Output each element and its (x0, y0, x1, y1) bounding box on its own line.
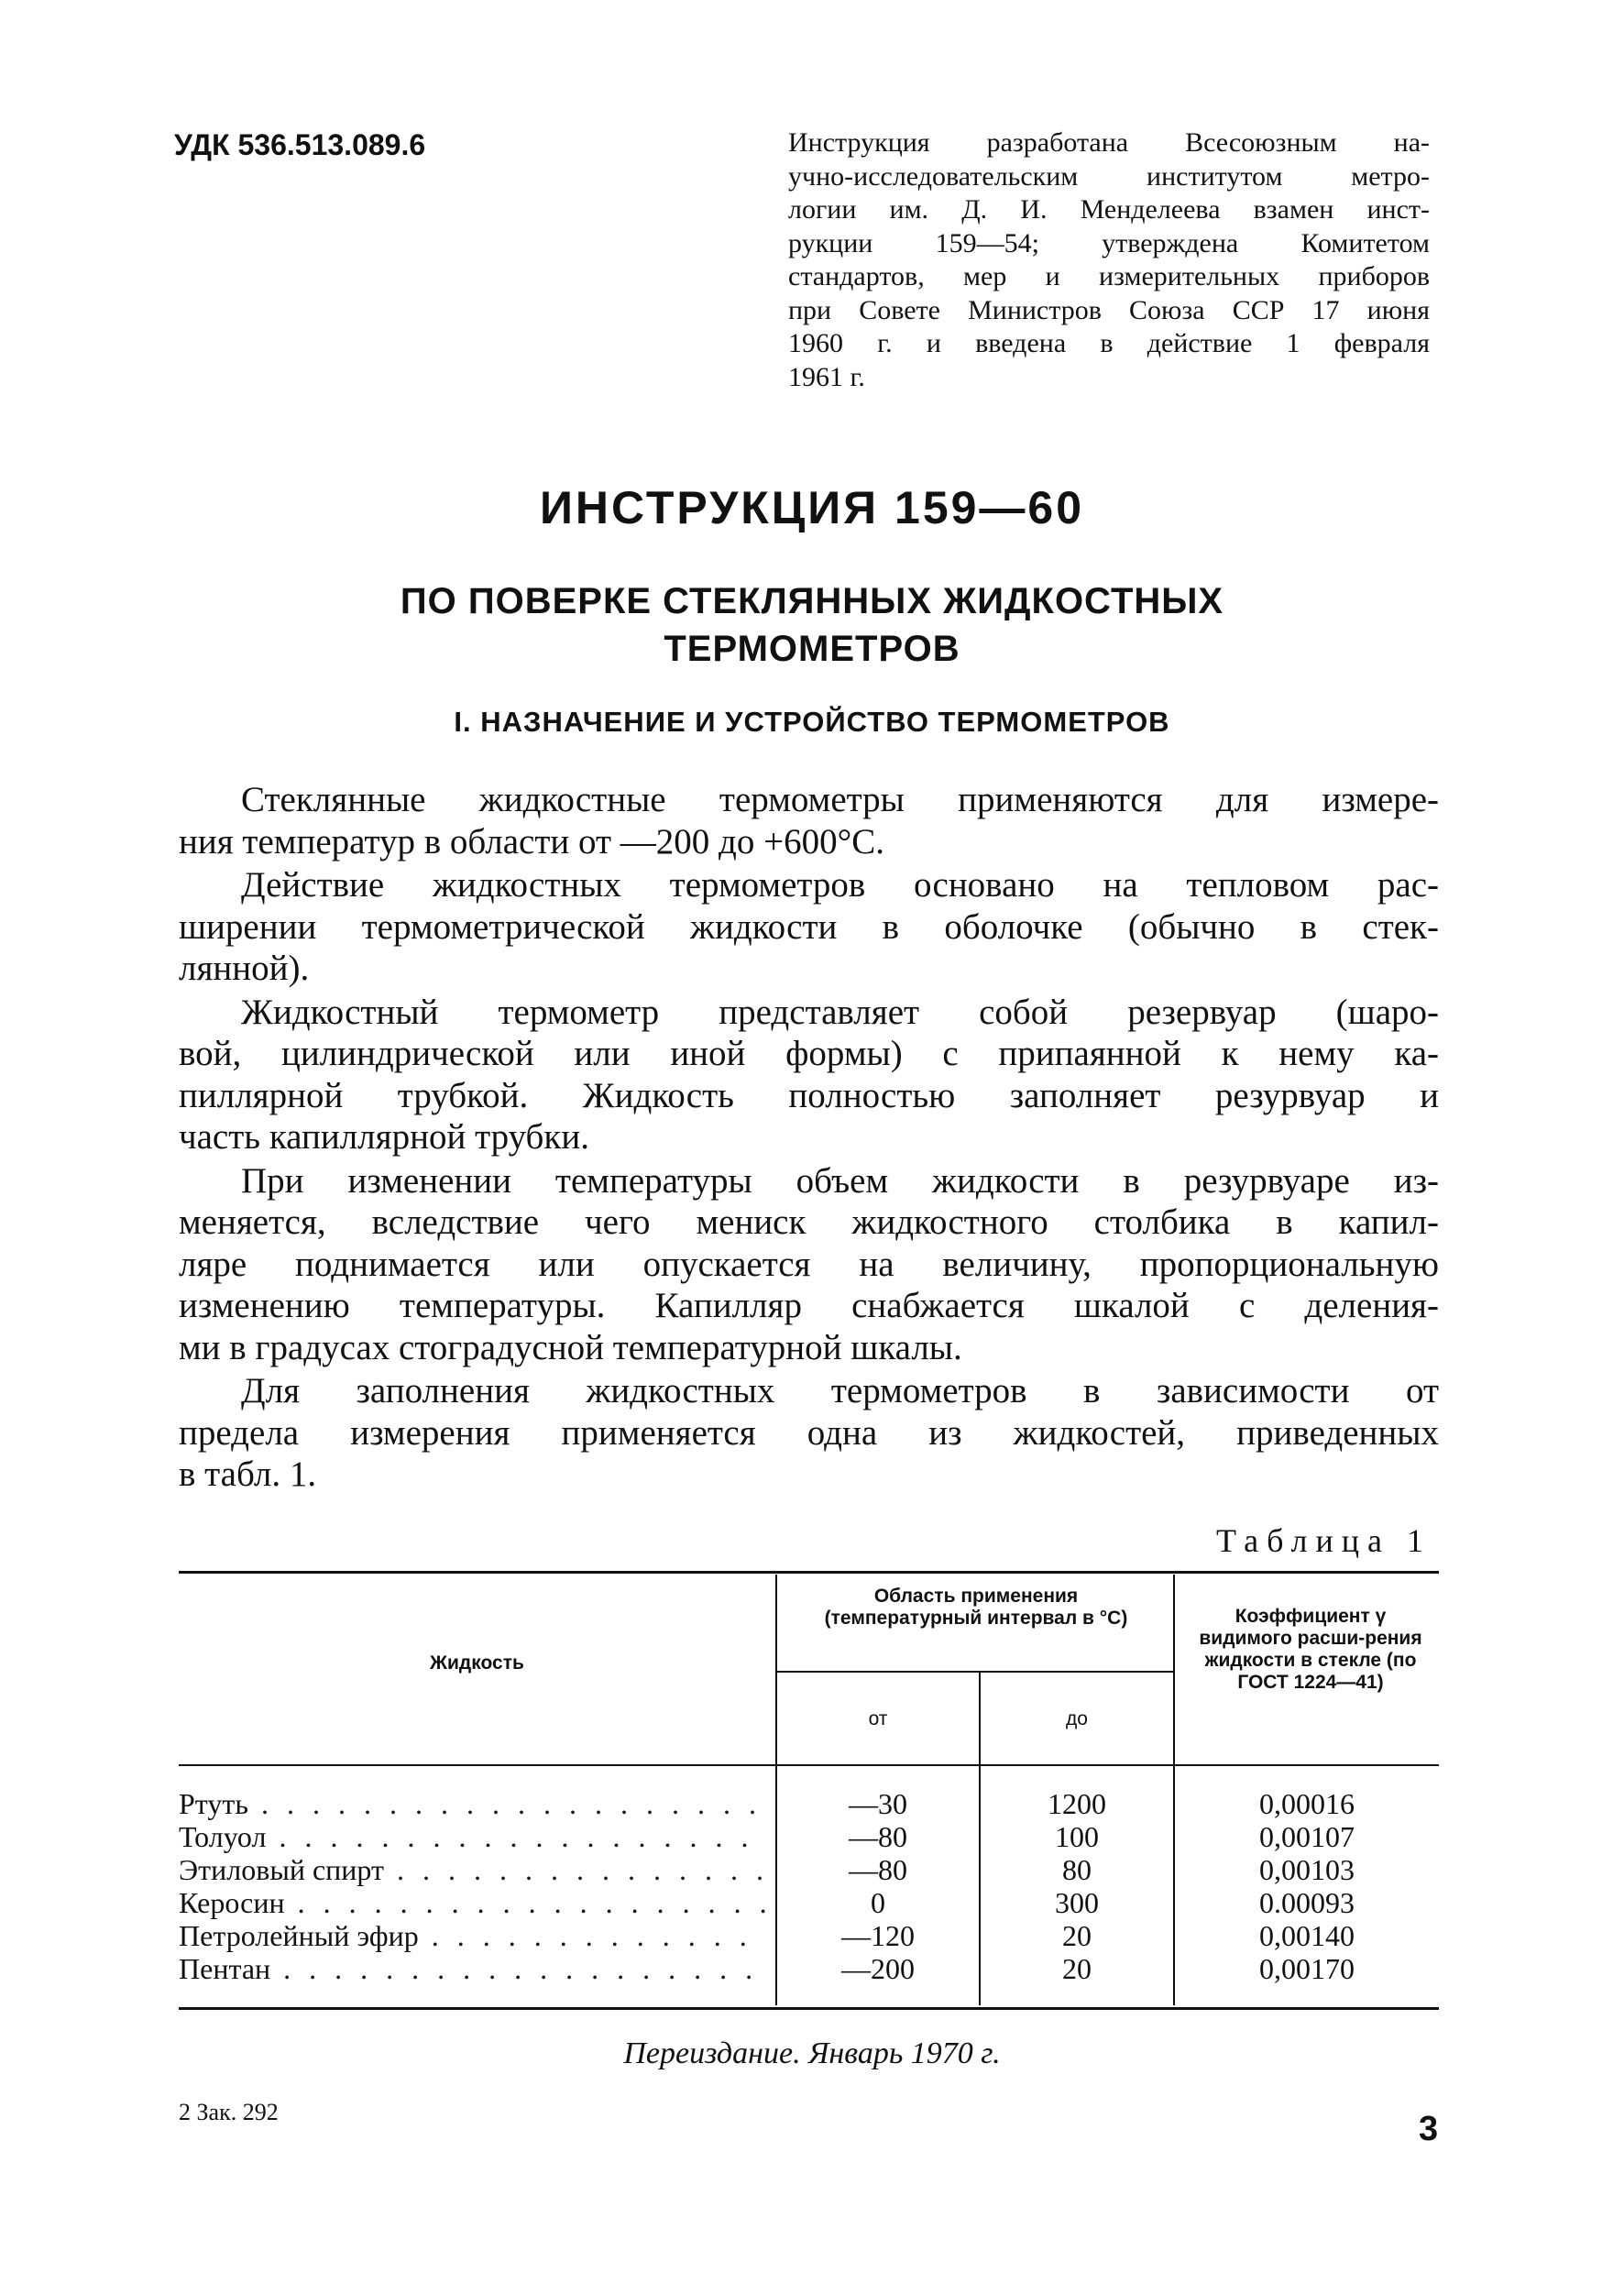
header-from: от (868, 1708, 888, 1729)
paragraph (179, 1370, 1439, 1496)
row-coefficient: 0.00093 (1259, 1886, 1355, 1919)
table-caption: Таблица 1 (1216, 1522, 1432, 1559)
note-line: 1961 г. (788, 361, 865, 392)
note-line: логии им. Д. И. Менделеева взамен инст- (788, 194, 1430, 225)
row-from: —80 (849, 1820, 907, 1853)
text-line: Жидкостный термометр представляет собой резервуар (шаро- (241, 992, 1439, 1032)
row-from: —80 (849, 1853, 907, 1886)
row-coefficient: 0,00170 (1259, 1952, 1355, 1985)
text-line: ния температур в области от —200 до +600°С. (179, 821, 884, 862)
text-line: часть капиллярной трубки. (179, 1117, 589, 1157)
row-liquid: Ртуть . . . (179, 1787, 765, 1820)
row-from: —200 (841, 1952, 915, 1985)
header-to: до (1066, 1708, 1088, 1729)
text-line: Для заполнения жидкостных термометров в зависимости от (241, 1371, 1439, 1410)
paragraph (179, 992, 1439, 1158)
row-coefficient: 0,00103 (1259, 1853, 1355, 1886)
paragraph (179, 1160, 1439, 1369)
text-line: предела измерения применяется одна из жидкостей, приведенных (179, 1412, 1439, 1453)
row-liquid: Толуол . . . (179, 1820, 765, 1853)
text-line: вой, цилиндрической или иной формы) с припаянной к нему ка- (179, 1034, 1439, 1073)
page-number: 3 (1419, 2110, 1439, 2148)
text-line: ми в градусах стоградусной температурной шкалы. (179, 1327, 962, 1367)
table-top-rule (179, 1571, 1439, 1574)
reissue-note: Переиздание. Январь 1970 г. (623, 2036, 1001, 2070)
text-line: При изменении температуры объем жидкости в резурвуаре из- (241, 1160, 1439, 1201)
row-to: 300 (1055, 1886, 1099, 1919)
row-to: 100 (1055, 1820, 1099, 1853)
text-line: в табл. 1. (179, 1454, 317, 1494)
note-line: учно-исследовательским институтом метро- (788, 160, 1430, 192)
note-line: при Совете Министров Союза ССР 17 июня (788, 294, 1430, 325)
row-from: —120 (841, 1919, 915, 1952)
udk-code: УДК 536.513.089.6 (174, 128, 426, 161)
document-subtitle (0, 577, 1624, 673)
table-header-rule (179, 1764, 1439, 1766)
note-line: 1960 г. и введена в действие 1 февраля (788, 328, 1430, 358)
row-to: 20 (1062, 1919, 1092, 1952)
row-from: 0 (871, 1886, 885, 1919)
order-number: 2 Зак. 292 (179, 2099, 279, 2125)
text-line: Действие жидкостных термометров основано на тепловом рас- (241, 865, 1439, 905)
range-subheader-rule (777, 1671, 1173, 1673)
table-bottom-rule (179, 2007, 1439, 2010)
row-coefficient: 0,00140 (1259, 1919, 1355, 1952)
row-coefficient: 0,00016 (1259, 1787, 1355, 1820)
row-liquid: Этиловый спирт . . . (179, 1853, 765, 1886)
text-line: Стеклянные жидкостные термометры применяются для измере- (241, 780, 1439, 819)
section-title: I. НАЗНАЧЕНИЕ И УСТРОЙСТВО ТЕРМОМЕТРОВ (454, 706, 1170, 738)
header-range: Область применения (температурный интервал в °С) (824, 1586, 1128, 1629)
text-line: ляре поднимается или опускается на величину, пропорциональную (179, 1244, 1439, 1284)
note-line: стандартов, мер и измерительных приборов (788, 261, 1430, 291)
row-liquid: Керосин . . . (179, 1886, 765, 1919)
body-text (179, 779, 1439, 1498)
header-coefficient: Коэффициент γ видимого расши-рения жидкости в стекле (по ГОСТ 1224—41) (1199, 1606, 1422, 1693)
paragraph (179, 779, 1439, 862)
row-to: 1200 (1048, 1787, 1106, 1820)
text-line: меняется, вследствие чего мениск жидкостного столбика в капил- (179, 1202, 1439, 1242)
paragraph (179, 864, 1439, 990)
text-line: лянной). (179, 949, 310, 988)
text-line: изменению температуры. Капилляр снабжается шкалой с деления- (179, 1286, 1439, 1325)
row-liquid: Пентан . . . (179, 1952, 765, 1985)
row-coefficient: 0,00107 (1259, 1820, 1355, 1853)
approval-note (788, 126, 1430, 394)
text-line: пиллярной трубкой. Жидкость полностью заполняет резурвуар и (179, 1075, 1439, 1115)
document-title: ИНСТРУКЦИЯ 159—60 (539, 482, 1085, 533)
subtitle-line: ТЕРМОМЕТРОВ (664, 629, 960, 669)
subtitle-line: ПО ПОВЕРКЕ СТЕКЛЯННЫХ ЖИДКОСТНЫХ (400, 581, 1224, 621)
note-line: Инструкция разработана Всесоюзным на- (788, 127, 1430, 158)
row-to: 20 (1062, 1952, 1092, 1985)
row-liquid: Петролейный эфир . . . (179, 1919, 765, 1952)
row-from: —30 (849, 1787, 907, 1820)
note-line: рукции 159—54; утверждена Комитетом (788, 227, 1430, 258)
row-to: 80 (1062, 1853, 1092, 1886)
text-line: ширении термометрической жидкости в оболочке (обычно в стек- (179, 906, 1439, 947)
header-liquid: Жидкость (430, 1652, 524, 1674)
